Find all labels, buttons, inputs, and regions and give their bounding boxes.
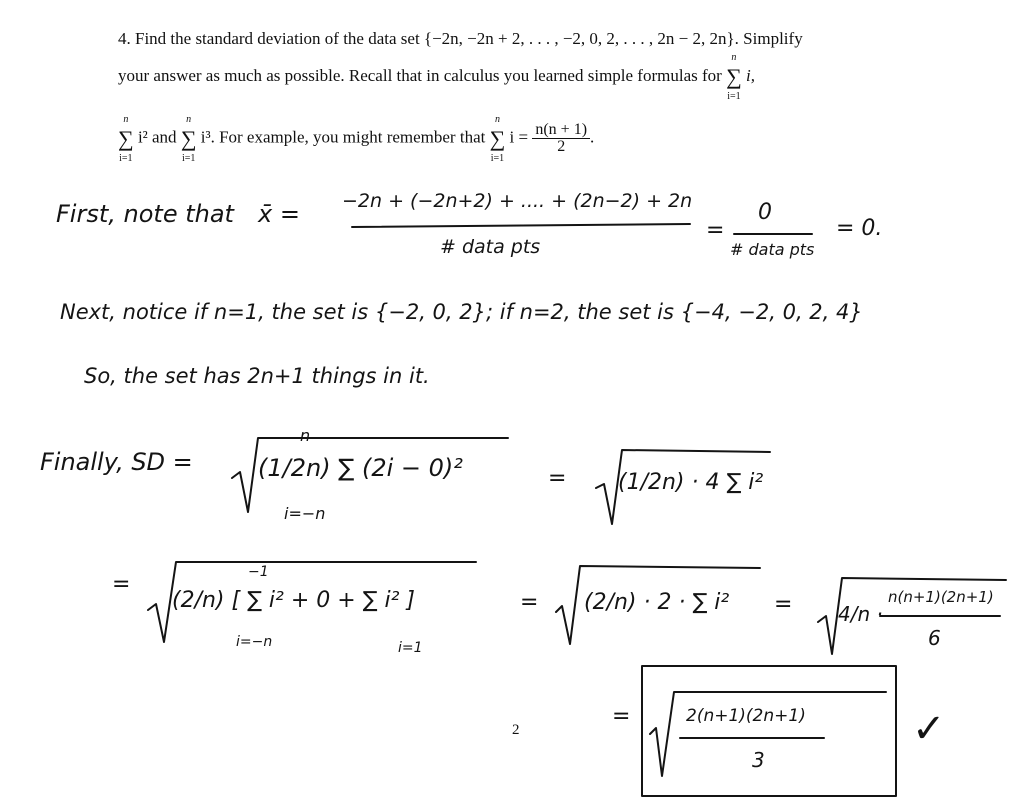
summation-symbol-sq: n ∑ i=1 xyxy=(118,113,134,164)
summation-symbol-cube: n ∑ i=1 xyxy=(180,113,197,164)
radical-step4 xyxy=(556,566,760,644)
sd-step4-expression: (2/n) · 2 · ∑ i² xyxy=(584,590,730,615)
mean-numerator: −2n + (−2n+2) + .... + (2n−2) + 2n xyxy=(342,190,693,212)
term-i-equals: i = xyxy=(509,127,529,147)
problem-line-1: 4. Find the standard deviation of the data set {−2n, −2n + 2, . . . , −2, 0, 2, . . . , 2n − 2, 2n}. Simplify xyxy=(118,29,803,48)
mean-xbar: x̄ = xyxy=(258,200,300,228)
finally-sd-label: Finally, SD = xyxy=(40,448,193,476)
step3-bottom-b: i=1 xyxy=(398,640,423,656)
final-numerator: 2(n+1)(2n+1) xyxy=(686,706,806,726)
equals-final: = xyxy=(612,704,631,729)
next-notice-line: Next, notice if n=1, the set is {−2, 0, 2}; if n=2, the set is {−4, −2, 0, 2, 4} xyxy=(60,300,863,324)
page-number: 2 xyxy=(512,722,520,738)
step1-sum-top: n xyxy=(300,426,311,445)
term-i-cubed: i³. For example, you might remember that xyxy=(200,127,486,147)
radical-step3 xyxy=(148,562,476,642)
equals-4: = xyxy=(520,590,539,615)
equals-zero: = 0. xyxy=(836,216,883,241)
radical-final xyxy=(650,692,886,776)
problem-line-2-text: your answer as much as possible. Recall that in calculus you learned simple formulas for xyxy=(118,65,722,85)
radical-step1 xyxy=(232,438,508,512)
first-note-label: First, note that xyxy=(56,200,234,228)
equals-1: = xyxy=(706,218,725,243)
step5-coefficient: 4/n · xyxy=(838,602,883,626)
equals-5: = xyxy=(774,592,793,617)
final-denominator: 3 xyxy=(752,748,765,772)
fraction-n-n-plus-1-over-2: $\frac{n(n + 1)}{2}$ xyxy=(532,122,590,155)
step5-numerator: n(n+1)(2n+1) xyxy=(888,588,994,606)
sum-term-i: i, xyxy=(746,65,755,85)
mean-fraction-bar xyxy=(352,224,690,227)
summation-symbol: n ∑ i=1 xyxy=(726,52,742,102)
equals-2: = xyxy=(548,466,567,491)
step3-top-a: −1 xyxy=(248,564,269,580)
sd-step1-expression: (1/2n) ∑ (2i − 0)² xyxy=(258,454,463,482)
mean-denominator: # data pts xyxy=(440,236,541,258)
step5-denominator: 6 xyxy=(928,626,941,650)
step3-bottom-a: i=−n xyxy=(236,634,273,650)
term-i-squared: i² and xyxy=(137,127,177,147)
sentence-period: . xyxy=(590,127,595,147)
zero-numerator: 0 xyxy=(758,200,772,225)
sd-step2-expression: (1/2n) · 4 ∑ i² xyxy=(618,470,764,495)
zero-denominator: # data pts xyxy=(730,240,815,259)
checkmark-icon: ✓ xyxy=(912,706,946,752)
step1-sum-bottom: i=−n xyxy=(284,504,326,523)
radical-step2 xyxy=(596,450,770,524)
equals-3: = xyxy=(112,572,131,597)
summation-symbol-i: n ∑ i=1 xyxy=(489,113,506,164)
sd-step3-expression: (2/n) [ ∑ i² + 0 + ∑ i² ] xyxy=(172,588,415,613)
answer-box xyxy=(642,666,896,796)
set-size-line: So, the set has 2n+1 things in it. xyxy=(84,364,430,388)
